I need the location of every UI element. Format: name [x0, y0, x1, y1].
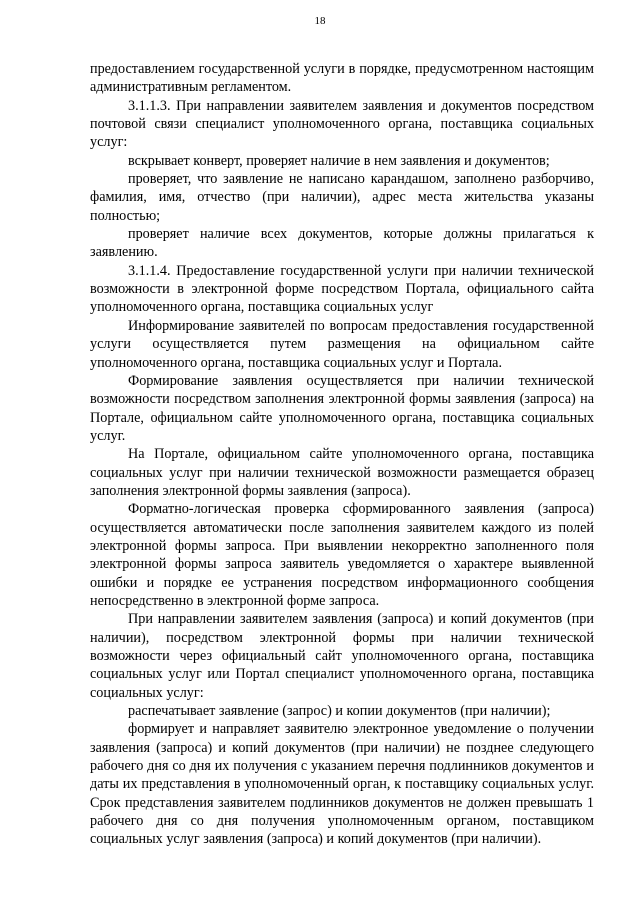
paragraph-checks-documents: проверяет наличие всех документов, которые должны прилагаться к заявлению.	[90, 226, 594, 261]
paragraph-checks-application: проверяет, что заявление не написано карандашом, заполнено разборчиво, фамилия, имя, отчество (при наличии), адрес места жительства указаны полностью;	[90, 171, 594, 224]
paragraph-format-check: Форматно-логическая проверка сформированного заявления (запроса) осуществляется автоматически после заполнения заявителем каждого из полей электронной формы запроса. При выявлении некорректно заполненного поля электронной формы запроса заявитель уведомляется о характере выявленной ошибки и порядке ее устранения посредством информационного сообщения непосредственно в электронной форме запроса.	[90, 501, 594, 609]
document-body	[90, 60, 594, 849]
paragraph-forming-application: Формирование заявления осуществляется при наличии технической возможности посредством заполнения электронной формы заявления (запроса) на Портале, официальном сайте уполномоченного органа, поставщика социальных услуг.	[90, 372, 594, 444]
paragraph-electronic-submission: При направлении заявителем заявления (запроса) и копий документов (при наличии), посредством электронной формы при наличии технической возможности через официальный сайт уполномоченного органа, поставщика социальных услуг или Портал специалист уполномоченного органа, поставщика социальных услуг:	[90, 611, 594, 701]
paragraph-prints-application: распечатывает заявление (запрос) и копии документов (при наличии);	[128, 703, 551, 720]
paragraph-sends-notification: формирует и направляет заявителю электронное уведомление о получении заявления (запроса) и копий документов (при наличии) не позднее следующего рабочего дня со дня их получения с указанием перечня подлинников документов и даты их представления в уполномоченный орган, к поставщику социальных услуг. Срок представления заявителем подлинников документов не должен превышать 1 рабочего дня со дня получения уполномоченным органом, поставщиком социальных услуг заявления (запроса) и копий документов (при наличии).	[90, 721, 594, 848]
page-number: 18	[314, 15, 326, 27]
paragraph-continuation: предоставлением государственной услуги в порядке, предусмотренном настоящим административным регламентом.	[90, 61, 594, 96]
paragraph-informing: Информирование заявителей по вопросам предоставления государственной услуги осуществляется путем размещения на официальном сайте уполномоченного органа, поставщика социальных услуг и Портала.	[90, 317, 594, 371]
paragraph-3-1-1-4: 3.1.1.4. Предоставление государственной услуги при наличии технической возможности в электронной форме посредством Портала, официального сайта уполномоченного органа, поставщика социальных услуг	[90, 262, 594, 316]
paragraph-3-1-1-3: 3.1.1.3. При направлении заявителем заявления и документов посредством почтовой связи специалист уполномоченного органа, поставщика социальных услуг:	[90, 97, 594, 151]
paragraph-opens-envelope: вскрывает конверт, проверяет наличие в нем заявления и документов;	[128, 152, 550, 169]
paragraph-portal-sample: На Портале, официальном сайте уполномоченного органа, поставщика социальных услуг при наличии технической возможности размещается образец заполнения электронной формы заявления (запроса).	[90, 446, 594, 499]
